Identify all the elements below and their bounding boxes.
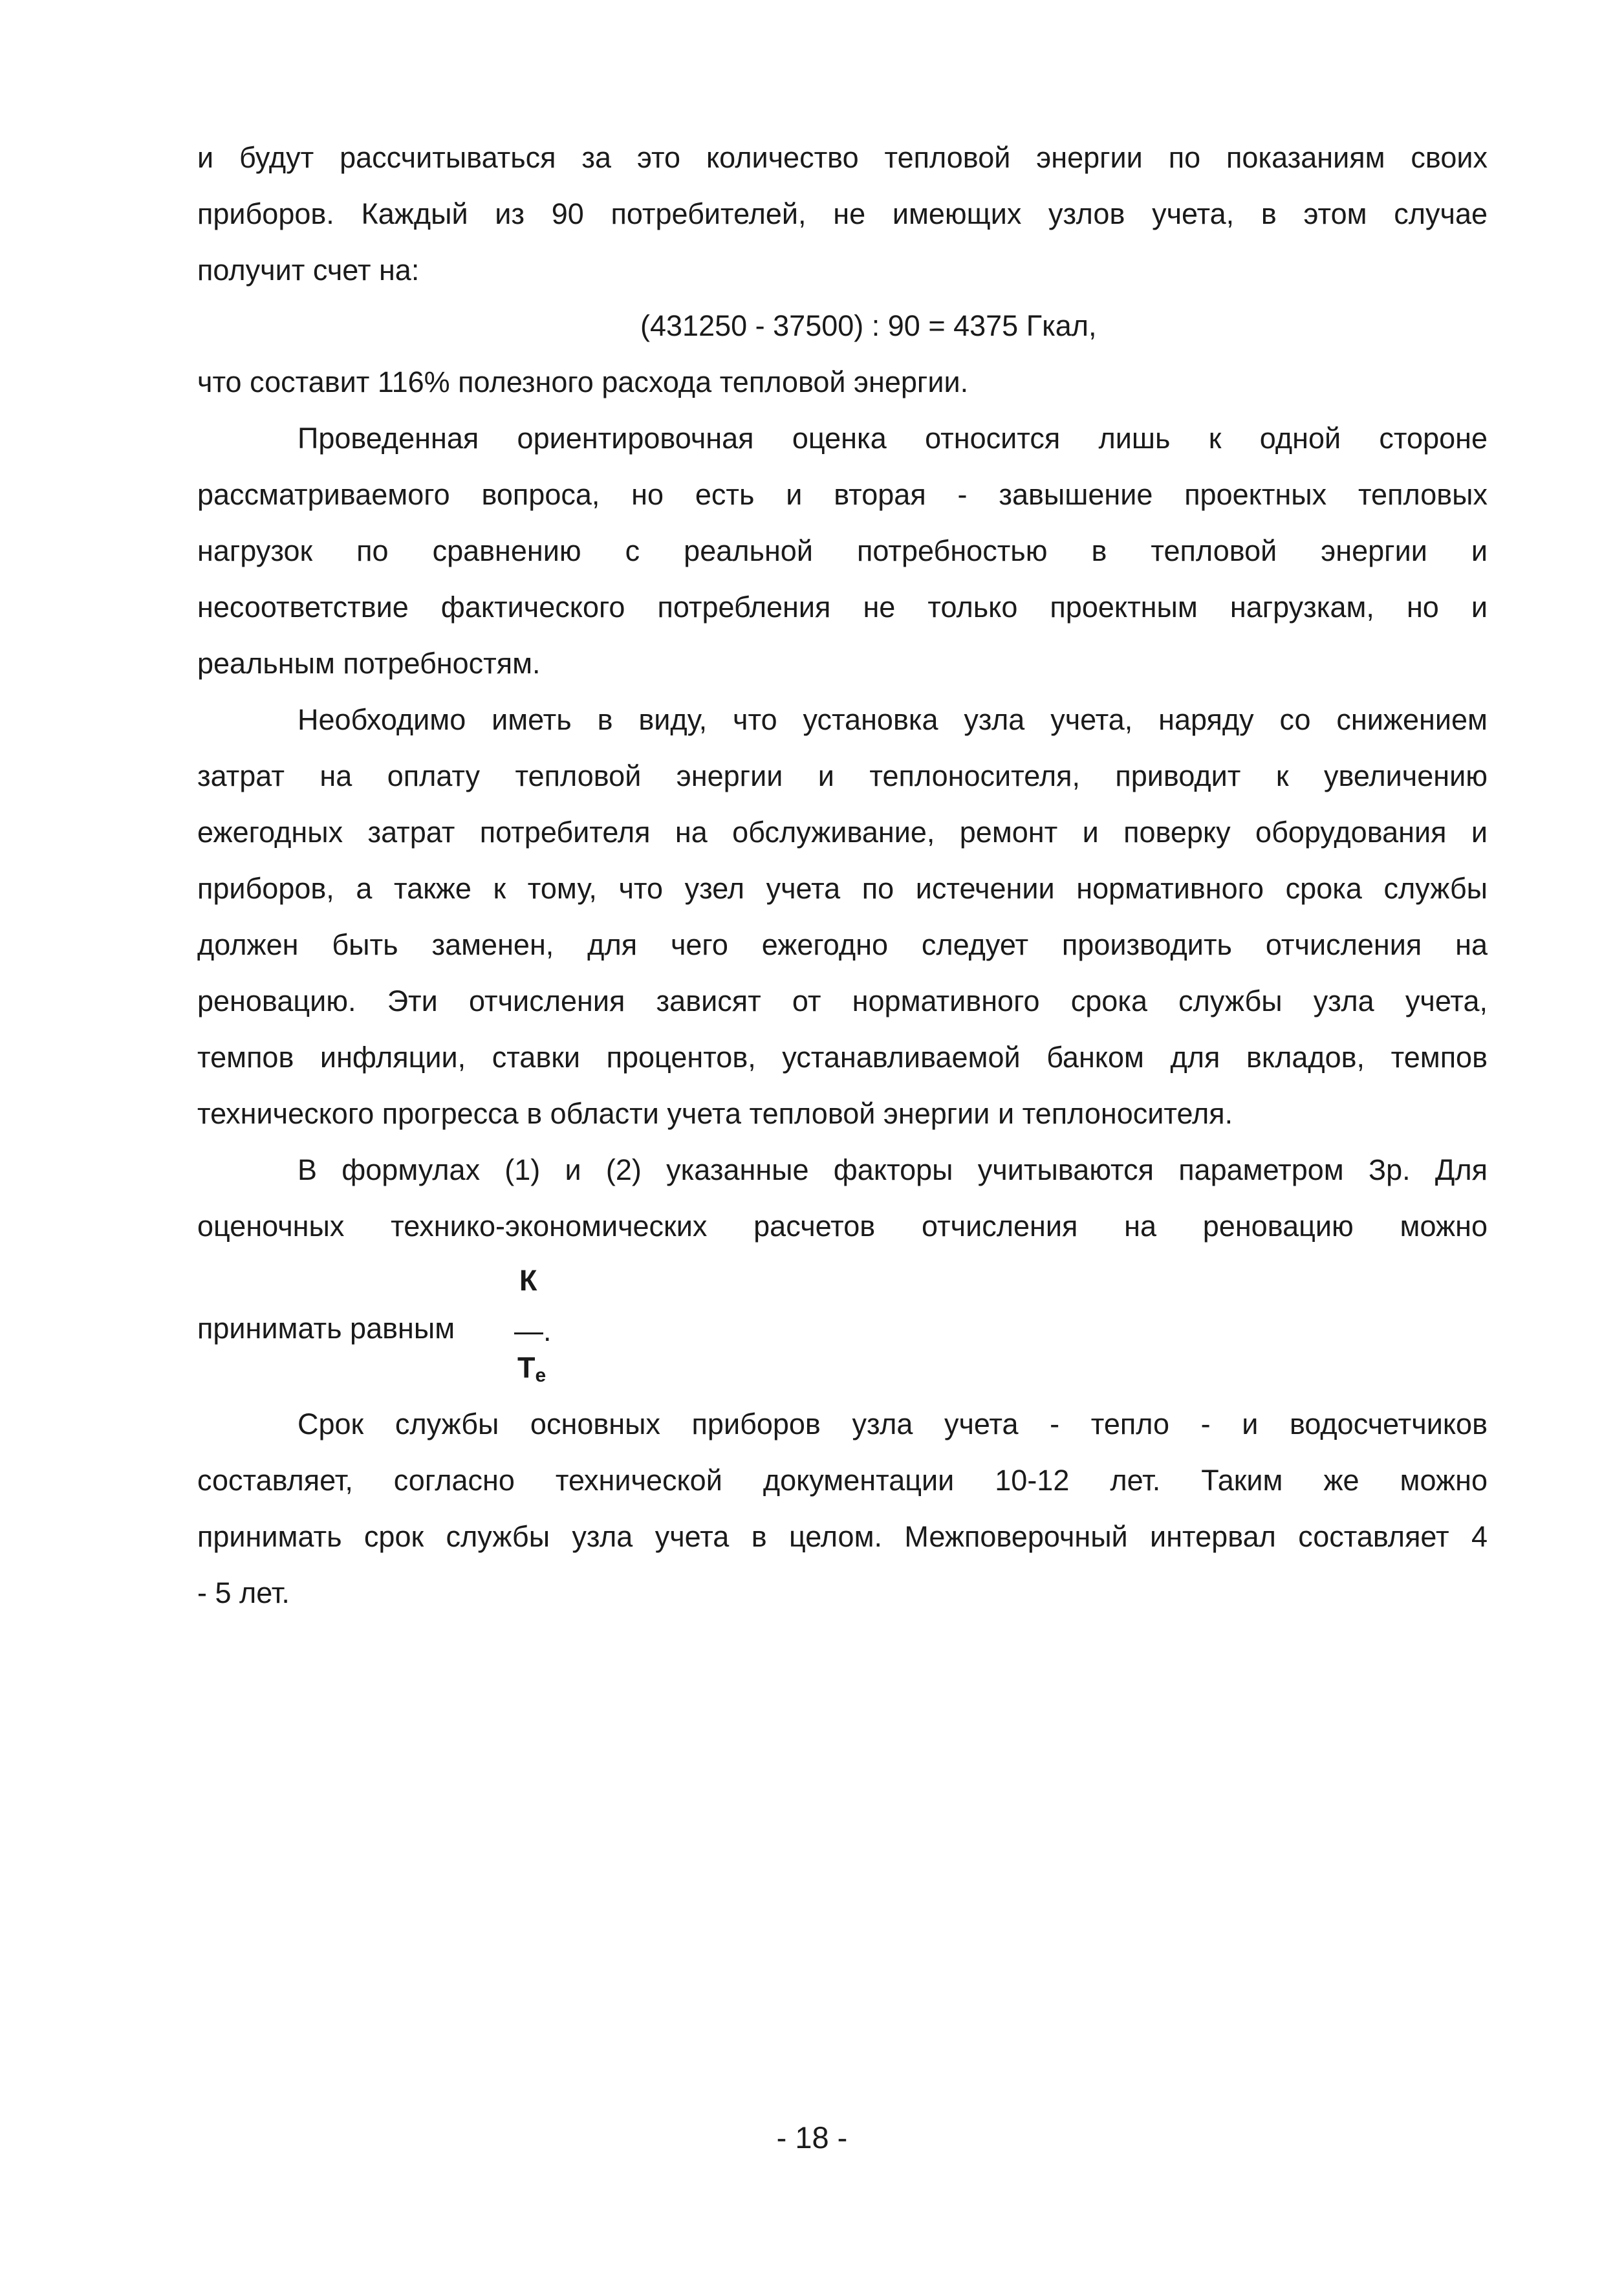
denominator-symbol: Т bbox=[517, 1351, 536, 1384]
paragraph-line: В формулах (1) и (2) указанные факторы учитываются параметром Зр. Для bbox=[298, 1153, 1488, 1186]
paragraph-line: реальным потребностям. bbox=[197, 647, 541, 680]
paragraph-1 bbox=[197, 129, 1488, 298]
paragraph-line: Необходимо иметь в виду, что установка узла учета, наряду со снижением bbox=[298, 703, 1488, 736]
paragraph-line: получит счет на: bbox=[197, 254, 420, 287]
paragraph-line: Срок службы основных приборов узла учета - тепло - и водосчетчиков bbox=[298, 1407, 1488, 1440]
fraction-bar: —. bbox=[514, 1314, 552, 1347]
paragraph-5 bbox=[197, 1396, 1488, 1621]
paragraph-line: приборов. Каждый из 90 потребителей, не имеющих узлов учета, в этом случае bbox=[197, 197, 1488, 230]
formula-conclusion bbox=[197, 354, 1488, 410]
paragraph-line: темпов инфляции, ставки процентов, устанавливаемой банком для вкладов, темпов bbox=[197, 1041, 1488, 1074]
paragraph-line: рассматриваемого вопроса, но есть и вторая - завышение проектных тепловых bbox=[197, 478, 1488, 511]
paragraph-line: несоответствие фактического потребления не только проектным нагрузкам, но и bbox=[197, 591, 1488, 624]
formula: (431250 - 37500) : 90 = 4375 Гкал, bbox=[640, 309, 1097, 342]
fraction-denominator bbox=[517, 1349, 546, 1395]
paragraph-line: технического прогресса в области учета тепловой энергии и теплоносителя. bbox=[197, 1097, 1233, 1130]
paragraph-line: Проведенная ориентировочная оценка относится лишь к одной стороне bbox=[298, 422, 1488, 455]
paragraph-line: приборов, а также к тому, что узел учета по истечении нормативного срока службы bbox=[197, 872, 1488, 905]
paragraph-3 bbox=[197, 691, 1488, 1142]
paragraph-line: составляет, согласно технической документации 10-12 лет. Таким же можно bbox=[197, 1464, 1488, 1497]
paragraph-2 bbox=[197, 410, 1488, 691]
paragraph-line: должен быть заменен, для чего ежегодно следует производить отчисления на bbox=[197, 928, 1488, 961]
denominator-subscript: е bbox=[535, 1365, 547, 1386]
paragraph-line: ежегодных затрат потребителя на обслуживание, ремонт и поверку оборудования и bbox=[197, 816, 1488, 849]
paragraph-4 bbox=[197, 1142, 1488, 1254]
fraction-expression bbox=[197, 1261, 715, 1391]
paragraph-line: что составит 116% полезного расхода тепловой энергии. bbox=[197, 365, 969, 398]
paragraph-line: - 5 лет. bbox=[197, 1576, 290, 1609]
paragraph-line: и будут рассчитываться за это количество тепловой энергии по показаниям своих bbox=[197, 141, 1488, 174]
fraction-label: принимать равным bbox=[197, 1312, 455, 1345]
page-number: - 18 - bbox=[776, 2120, 848, 2155]
paragraph-line: оценочных технико-экономических расчетов отчисления на реновацию можно bbox=[197, 1210, 1488, 1243]
paragraph-line: нагрузок по сравнению с реальной потребностью в тепловой энергии и bbox=[197, 534, 1488, 567]
fraction-numerator: К bbox=[519, 1264, 537, 1297]
paragraph-line: принимать срок службы узла учета в целом. Межповерочный интервал составляет 4 bbox=[197, 1520, 1488, 1553]
paragraph-line: реновацию. Эти отчисления зависят от нормативного срока службы узла учета, bbox=[197, 984, 1488, 1017]
paragraph-line: затрат на оплату тепловой энергии и теплоносителя, приводит к увеличению bbox=[197, 759, 1488, 792]
